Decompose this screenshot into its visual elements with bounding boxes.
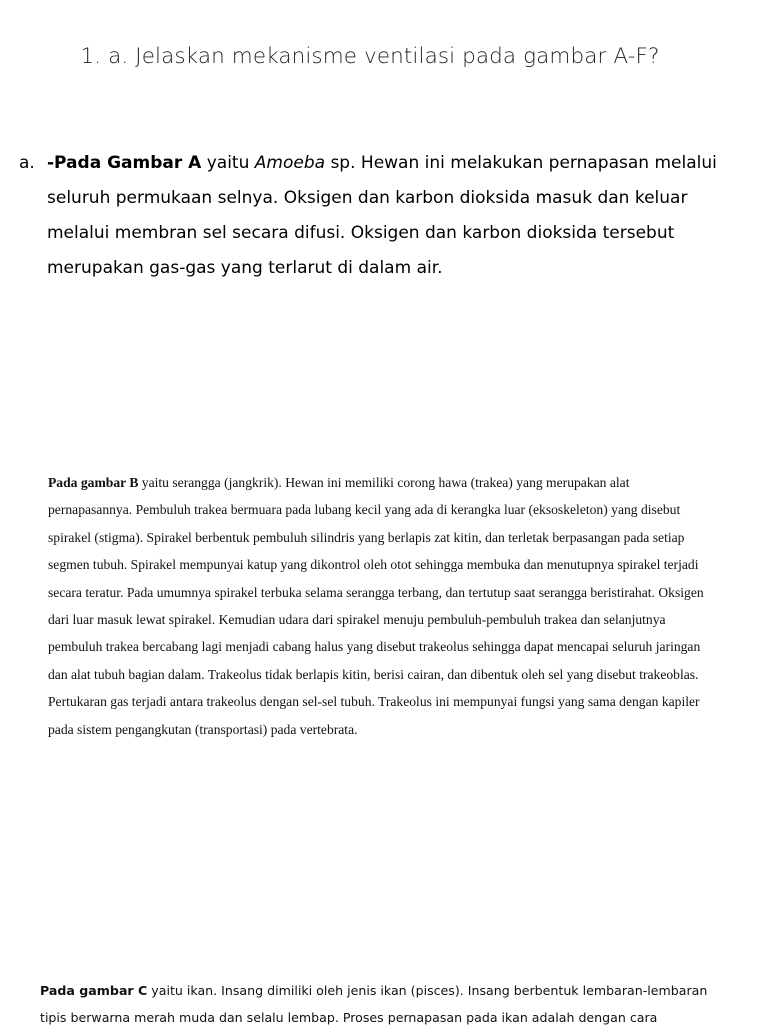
species-name: Amoeba — [254, 153, 326, 173]
answer-b-lead: Pada gambar B — [48, 475, 139, 490]
list-marker: a. — [19, 153, 35, 173]
answer-a-lead: -Pada Gambar A — [47, 153, 202, 173]
answer-c-text: yaitu ikan. Insang dimiliki oleh jenis ikan (pisces). Insang berbentuk lembaran-lembaran tipis berwarna merah muda dan selalu lembap. Proses pernapasan pada ikan adalah dengan cara — [40, 983, 708, 1025]
answer-a-body — [47, 146, 754, 286]
answer-a-text-2: sp. Hewan ini melakukan pernapasan melalui seluruh permukaan selnya. Oksigen dan karbon dioksida masuk dan keluar melalui membran sel secara difusi. Oksigen dan karbon dioksida tersebut merupakan gas-gas yang terlarut di dalam air. — [47, 153, 717, 278]
answer-b-paragraph — [48, 469, 716, 743]
answer-c-lead: Pada gambar C — [40, 983, 148, 998]
answer-a-text-1: yaitu — [201, 153, 255, 173]
answer-b-text: yaitu serangga (jangkrik). Hewan ini memiliki corong hawa (trakea) yang merupakan alat pernapasannya. Pembuluh trakea bermuara pada lubang kecil yang ada di kerangka luar (eksoskeleton) yang disebut spirakel (stigma). Spirakel berbentuk pembuluh silindris yang berlapis zat kitin, dan terletak berpasangan pada setiap segmen tubuh. Spirakel mempunyai katup yang dikontrol oleh otot sehingga membuka dan menutupnya spirakel terjadi secara teratur. Pada umumnya spirakel terbuka selama serangga terbang, dan tertutup saat serangga beristirahat. Oksigen dari luar masuk lewat spirakel. Kemudian udara dari spirakel menuju pembuluh-pembuluh trakea dan selanjutnya pembuluh trakea bercabang lagi menjadi cabang halus yang disebut trakeolus sehingga dapat mencapai seluruh jaringan dan alat tubuh bagian dalam. Trakeolus tidak berlapis kitin, berisi cairan, dan dibentuk oleh sel yang disebut trakeoblas. Pertukaran gas terjadi antara trakeolus dengan sel-sel tubuh. Trakeolus ini mempunyai fungsi yang sama dengan kapiler pada sistem pengangkutan (transportasi) pada vertebrata. — [48, 475, 704, 737]
question-heading: 1. a. Jelaskan mekanisme ventilasi pada gambar A-F? — [80, 44, 660, 69]
answer-a-paragraph — [19, 146, 754, 286]
answer-c-paragraph — [40, 977, 730, 1031]
